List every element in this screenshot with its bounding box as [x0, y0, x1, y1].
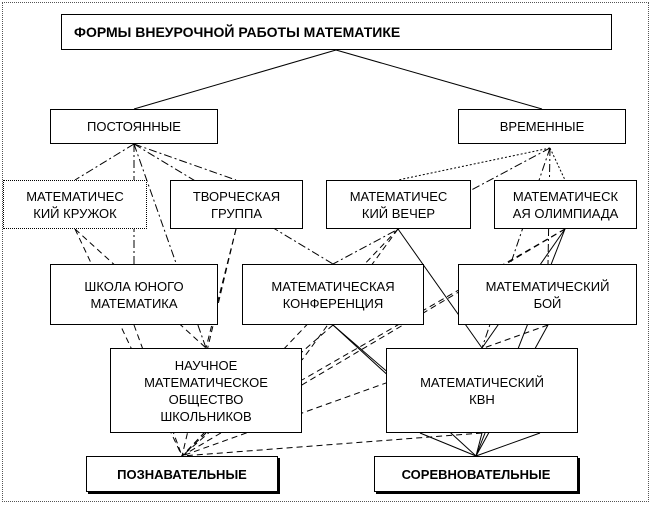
- edge-title-temporary: [336, 50, 542, 109]
- node-math-evening: МАТЕМАТИЧЕС КИЙ ВЕЧЕР: [326, 180, 471, 229]
- node-math-conference: МАТЕМАТИЧЕСКАЯ КОНФЕРЕНЦИЯ: [242, 264, 424, 325]
- edge-title-permanent: [134, 50, 336, 109]
- edge-permanent-circle: [75, 144, 134, 180]
- node-math-battle: МАТЕМАТИЧЕСКИЙ БОЙ: [458, 264, 637, 325]
- node-math-kvn: МАТЕМАТИЧЕСКИЙ КВН: [386, 348, 578, 433]
- edge-temporary-evening: [398, 148, 550, 180]
- edge-kvn-cognitive: [182, 433, 482, 456]
- node-cognitive: ПОЗНАВАТЕЛЬНЫЕ: [86, 456, 278, 492]
- node-young-math-school: ШКОЛА ЮНОГО МАТЕМАТИКА: [50, 264, 218, 325]
- node-math-olympiad: МАТЕМАТИЧЕСК АЯ ОЛИМПИАДА: [494, 180, 637, 229]
- node-temporary: ВРЕМЕННЫЕ: [458, 109, 626, 144]
- node-math-circle: МАТЕМАТИЧЕС КИЙ КРУЖОК: [3, 180, 147, 229]
- node-student-math-society: НАУЧНОЕ МАТЕМАТИЧЕСКОЕ ОБЩЕСТВО ШКОЛЬНИКОВ: [110, 348, 302, 433]
- edge-kvn-competitive-left: [420, 433, 476, 456]
- edge-temporary-olympiad: [550, 148, 565, 180]
- node-creative-group: ТВОРЧЕСКАЯ ГРУППА: [170, 180, 303, 229]
- node-permanent: ПОСТОЯННЫЕ: [50, 109, 218, 144]
- edge-kvn-competitive-right: [476, 433, 540, 456]
- diagram-title: ФОРМЫ ВНЕУРОЧНОЙ РАБОТЫ МАТЕМАТИКЕ: [61, 14, 612, 50]
- node-competitive: СОРЕВНОВАТЕЛЬНЫЕ: [374, 456, 578, 492]
